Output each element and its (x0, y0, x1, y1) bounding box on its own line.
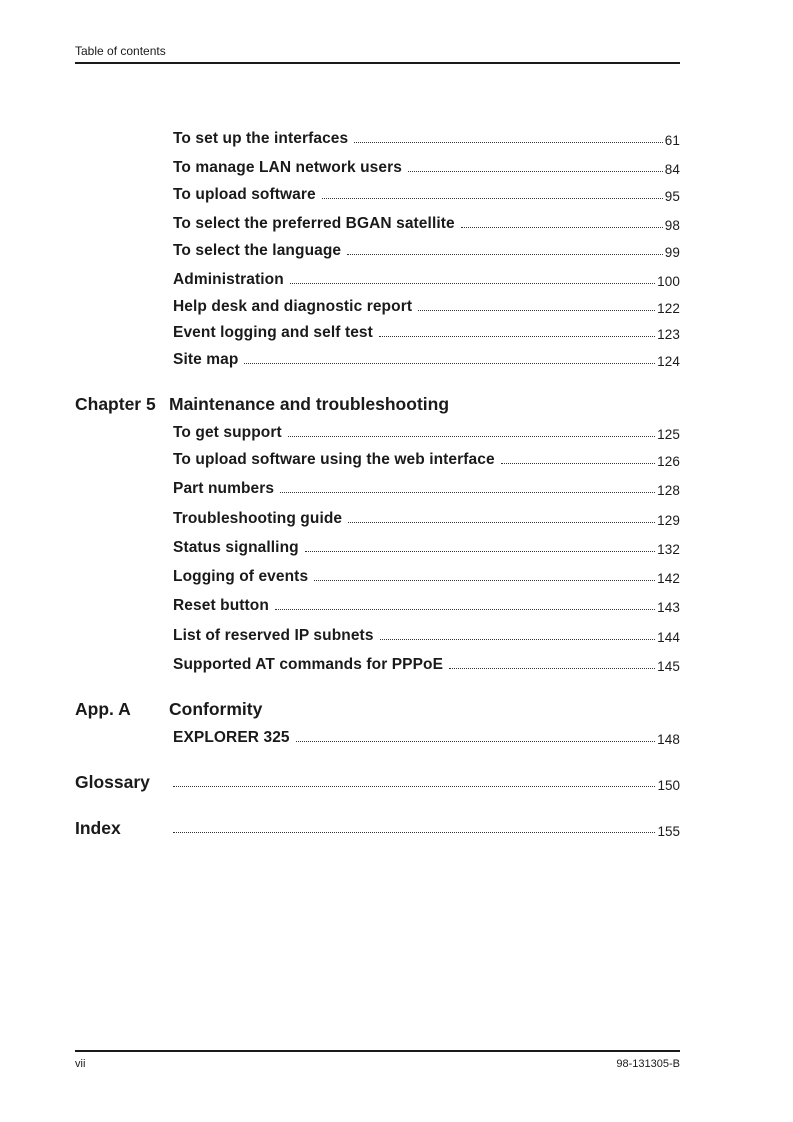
toc-entry[interactable] (173, 593, 680, 615)
toc-entry-page: 95 (664, 189, 680, 204)
dot-leader (501, 463, 655, 464)
footer-rule (75, 1050, 680, 1052)
toc-entry-label: EXPLORER 325 (173, 729, 290, 746)
dot-leader (280, 492, 655, 493)
dot-leader (354, 142, 663, 143)
toc-entry[interactable] (173, 420, 680, 442)
toc-entry-label: Event logging and self test (173, 324, 373, 341)
toc-entry-page: 129 (657, 513, 680, 528)
toc-entry-label: To select the language (173, 242, 342, 259)
index-label: Index (75, 818, 121, 838)
toc-entry-label: Site map (173, 351, 239, 368)
toc-entry[interactable] (173, 623, 680, 645)
dot-leader (290, 283, 655, 284)
dot-leader (408, 171, 663, 172)
toc-entry-page: 148 (657, 732, 680, 747)
toc-entry[interactable] (173, 126, 680, 148)
toc-entry-label: To upload software using the web interface (173, 451, 495, 468)
toc-entry-label: Status signalling (173, 539, 299, 556)
appendix-heading[interactable] (75, 696, 262, 720)
chapter-number: Chapter 5 (75, 394, 156, 414)
chapter-title: Maintenance and troubleshooting (169, 394, 450, 414)
toc-entry-label: Help desk and diagnostic report (173, 298, 413, 315)
dot-leader (380, 639, 656, 640)
dot-leader (379, 336, 655, 337)
dot-leader (305, 551, 655, 552)
toc-entry-page: 142 (657, 571, 680, 586)
appendix-title: Conformity (169, 699, 263, 719)
toc-entry-label: To upload software (173, 186, 316, 203)
toc-entry-page: 98 (664, 218, 680, 233)
toc-entry[interactable] (173, 347, 680, 369)
dot-leader (173, 832, 655, 833)
toc-entry-page: 126 (657, 454, 680, 469)
toc-entry[interactable] (173, 294, 680, 316)
toc-entry-label: To select the preferred BGAN satellite (173, 215, 455, 232)
header-title: Table of contents (75, 44, 166, 58)
dot-leader (347, 254, 663, 255)
dot-leader (275, 609, 655, 610)
dot-leader (244, 363, 655, 364)
toc-entry[interactable] (173, 238, 680, 260)
footer-doc-id: 98-131305-B (616, 1058, 680, 1070)
toc-entry-page: 125 (657, 427, 680, 442)
dot-leader (296, 741, 656, 742)
toc-entry-label: To get support (173, 424, 282, 441)
toc-entry[interactable] (173, 267, 680, 289)
toc-glossary[interactable] (75, 769, 680, 793)
toc-entry-page: 143 (657, 600, 680, 615)
toc-entry-label: Logging of events (173, 568, 309, 585)
toc-entry-page: 122 (657, 301, 680, 316)
footer-page-number: vii (75, 1058, 86, 1070)
toc-entry-label: Part numbers (173, 480, 275, 497)
dot-leader (288, 436, 655, 437)
toc-entry[interactable] (173, 320, 680, 342)
toc-entry-page: 100 (657, 274, 680, 289)
dot-leader (348, 522, 655, 523)
dot-leader (418, 310, 655, 311)
chapter-heading[interactable] (75, 391, 449, 415)
toc-entry-page: 61 (664, 133, 680, 148)
toc-entry-label: Reset button (173, 597, 269, 614)
toc-entry[interactable] (173, 535, 680, 557)
toc-entry[interactable] (173, 652, 680, 674)
glossary-page: 150 (657, 778, 680, 793)
toc-entry[interactable] (173, 447, 680, 469)
toc-entry[interactable] (173, 725, 680, 747)
dot-leader (314, 580, 655, 581)
toc-entry-label: Troubleshooting guide (173, 510, 343, 527)
toc-entry[interactable] (173, 211, 680, 233)
toc-entry-page: 84 (664, 162, 680, 177)
toc-entry-page: 123 (657, 327, 680, 342)
index-page: 155 (657, 824, 680, 839)
toc-entry-page: 99 (664, 245, 680, 260)
toc-entry-page: 132 (657, 542, 680, 557)
dot-leader (449, 668, 655, 669)
toc-index[interactable] (75, 815, 680, 839)
dot-leader (322, 198, 663, 199)
toc-entry-page: 144 (657, 630, 680, 645)
toc-entry[interactable] (173, 476, 680, 498)
dot-leader (173, 786, 655, 787)
header-rule (75, 62, 680, 64)
appendix-number: App. A (75, 699, 131, 719)
toc-entry[interactable] (173, 182, 680, 204)
toc-entry-label: To set up the interfaces (173, 130, 349, 147)
toc-entry-page: 145 (657, 659, 680, 674)
toc-entry[interactable] (173, 564, 680, 586)
toc-entry[interactable] (173, 155, 680, 177)
toc-entry-label: To manage LAN network users (173, 159, 402, 176)
toc-entry-label: Supported AT commands for PPPoE (173, 656, 444, 673)
toc-entry[interactable] (173, 506, 680, 528)
toc-entry-page: 128 (657, 483, 680, 498)
dot-leader (461, 227, 663, 228)
toc-entry-label: Administration (173, 271, 284, 288)
glossary-label: Glossary (75, 772, 150, 792)
toc-entry-page: 124 (657, 354, 680, 369)
toc-entry-label: List of reserved IP subnets (173, 627, 374, 644)
